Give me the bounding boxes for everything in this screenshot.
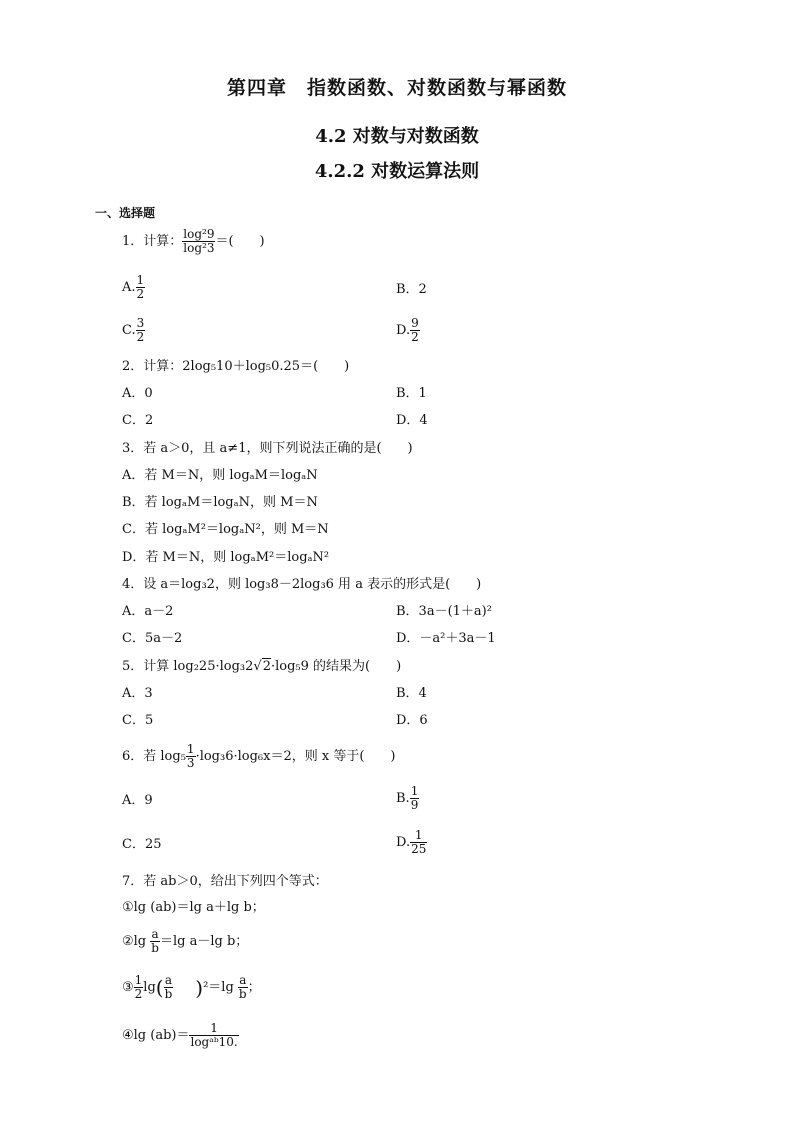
q1-den: log²3 bbox=[183, 241, 215, 255]
question-4-stem: 4．设 a＝log₃2，则 log₃8－2log₃6 用 a 表示的形式是( ) bbox=[122, 577, 482, 592]
q4-option-b[interactable]: B．3a－(1＋a)² bbox=[396, 604, 492, 619]
q6-b-den: 9 bbox=[410, 798, 419, 812]
q6-d-label: D. bbox=[396, 835, 411, 850]
q7-s2-frac bbox=[150, 928, 160, 955]
q7-s2-den: b bbox=[151, 941, 159, 955]
q5-radicand: 2 bbox=[262, 659, 271, 674]
q3-option-a[interactable]: A．若 M＝N，则 logₐM＝logₐN bbox=[122, 468, 318, 483]
left-paren-icon: ( bbox=[155, 975, 164, 1000]
q6-option-d[interactable] bbox=[396, 829, 427, 856]
question-6-stem bbox=[122, 743, 395, 770]
q6-option-b[interactable] bbox=[396, 785, 419, 812]
q7-s3-half bbox=[134, 974, 144, 1001]
chapter-title: 第四章 指数函数、对数函数与幂函数 bbox=[226, 77, 567, 99]
q1-c-num: 3 bbox=[136, 316, 145, 330]
q7-s3-fnum: a bbox=[164, 973, 173, 987]
q7-s3-pre: ③ bbox=[122, 980, 134, 995]
part-title: 一、选择题 bbox=[95, 206, 156, 220]
q6-b-label: B. bbox=[396, 791, 410, 806]
q6-d-num: 1 bbox=[410, 829, 427, 843]
q4-option-c[interactable]: C．5a－2 bbox=[122, 631, 183, 646]
q1-d-frac bbox=[410, 317, 420, 344]
q6-d-den: 25 bbox=[411, 842, 427, 856]
q1-option-d[interactable] bbox=[396, 317, 420, 344]
q7-s2-num: a bbox=[151, 927, 159, 941]
q5-stem-pre: 5．计算 log₂25·log₃2 bbox=[122, 659, 254, 674]
q5-option-d[interactable]: D．6 bbox=[396, 713, 428, 728]
section-title: 4.2 对数与对数函数 bbox=[315, 126, 479, 147]
q1-d-label: D. bbox=[396, 323, 411, 338]
q1-a-num: 1 bbox=[136, 273, 145, 287]
q1-suffix: ＝( ) bbox=[215, 234, 265, 249]
q2-option-b[interactable]: B．1 bbox=[396, 386, 427, 401]
q7-s4-frac bbox=[189, 1022, 238, 1049]
q5-option-b[interactable]: B．4 bbox=[396, 686, 427, 701]
q7-s3-post: ²＝lg bbox=[203, 980, 238, 995]
q6-den: 3 bbox=[186, 756, 195, 770]
q2-option-c[interactable]: C．2 bbox=[122, 413, 154, 428]
question-1-stem bbox=[122, 228, 265, 255]
q7-s4-den: logᵃᵇ10. bbox=[190, 1035, 238, 1049]
q6-d-frac bbox=[410, 829, 427, 856]
q6-num: 1 bbox=[186, 742, 195, 756]
q6-post: ·log₃6·log₆x＝2，则 x 等于( ) bbox=[195, 749, 396, 764]
q1-d-den: 2 bbox=[411, 330, 419, 344]
q6-pre: 6．若 log₅ bbox=[122, 749, 186, 764]
q6-b-frac bbox=[410, 785, 420, 812]
q6-option-c[interactable]: C．25 bbox=[122, 837, 162, 852]
q1-c-den: 2 bbox=[136, 330, 145, 344]
q2-option-d[interactable]: D．4 bbox=[396, 413, 428, 428]
question-7-stem: 7．若 ab＞0，给出下列四个等式： bbox=[122, 874, 328, 889]
q7-s3-inner-frac bbox=[164, 974, 174, 1001]
q7-s4-num: 1 bbox=[189, 1022, 238, 1036]
q1-c-label: C. bbox=[122, 323, 136, 338]
q7-s3-den: 2 bbox=[134, 987, 143, 1001]
q7-s3-mid: lg bbox=[143, 980, 156, 995]
q1-fraction bbox=[182, 228, 215, 255]
right-paren-icon: ) bbox=[195, 975, 204, 1000]
q4-option-d[interactable]: D．－a²＋3a－1 bbox=[396, 631, 496, 646]
q6-b-num: 1 bbox=[410, 784, 419, 798]
sqrt-icon: √ bbox=[253, 659, 262, 674]
question-5-stem bbox=[122, 659, 401, 675]
q2-option-a[interactable]: A．0 bbox=[122, 386, 153, 401]
q5-option-a[interactable]: A．3 bbox=[122, 686, 153, 701]
q7-s3-rden: b bbox=[238, 987, 247, 1001]
q4-option-a[interactable]: A．a－2 bbox=[122, 604, 174, 619]
q1-a-label: A. bbox=[122, 280, 136, 295]
q3-option-c[interactable]: C．若 logₐM²＝logₐN²，则 M＝N bbox=[122, 522, 329, 537]
q7-s2-post: ＝lg a－lg b； bbox=[159, 934, 249, 949]
q5-option-c[interactable]: C．5 bbox=[122, 713, 154, 728]
subsection-title: 4.2.2 对数运算法则 bbox=[314, 161, 480, 182]
q7-s4-pre: ④lg (ab)＝ bbox=[122, 1028, 190, 1043]
q1-option-a[interactable] bbox=[122, 274, 145, 301]
q1-c-frac bbox=[136, 317, 146, 344]
q1-a-frac bbox=[136, 274, 146, 301]
q1-option-b[interactable]: B．2 bbox=[396, 282, 427, 297]
q7-s3-rnum: a bbox=[239, 973, 247, 987]
q1-num: log²9 bbox=[183, 227, 215, 241]
q7-s2-pre: ②lg bbox=[122, 934, 151, 949]
q1-a-den: 2 bbox=[136, 287, 145, 301]
q1-option-c[interactable] bbox=[122, 317, 145, 344]
q7-s3-fden: b bbox=[164, 987, 173, 1001]
q3-option-b[interactable]: B．若 logₐM＝logₐN，则 M＝N bbox=[122, 495, 318, 510]
q7-statement-1: ①lg (ab)＝lg a＋lg b； bbox=[122, 900, 265, 915]
question-3-stem: 3．若 a＞0，且 a≠1，则下列说法正确的是( ) bbox=[122, 441, 413, 456]
question-2-stem: 2．计算：2log₅10＋log₅0.25＝( ) bbox=[122, 359, 350, 374]
q7-s3-num: 1 bbox=[134, 973, 143, 987]
q3-option-d[interactable]: D．若 M＝N，则 logₐM²＝logₐN² bbox=[122, 550, 330, 565]
q7-s3-end: ； bbox=[247, 980, 261, 995]
q7-statement-2 bbox=[122, 928, 248, 955]
q1-prefix: 1．计算： bbox=[122, 234, 183, 249]
q5-stem-post: ·log₅9 的结果为( ) bbox=[270, 659, 402, 674]
q6-option-a[interactable]: A．9 bbox=[122, 793, 153, 808]
q7-statement-4 bbox=[122, 1022, 239, 1049]
q1-d-num: 9 bbox=[411, 316, 419, 330]
q7-s3-rfrac bbox=[238, 974, 248, 1001]
q7-statement-3 bbox=[122, 974, 261, 1001]
q6-frac bbox=[186, 743, 196, 770]
